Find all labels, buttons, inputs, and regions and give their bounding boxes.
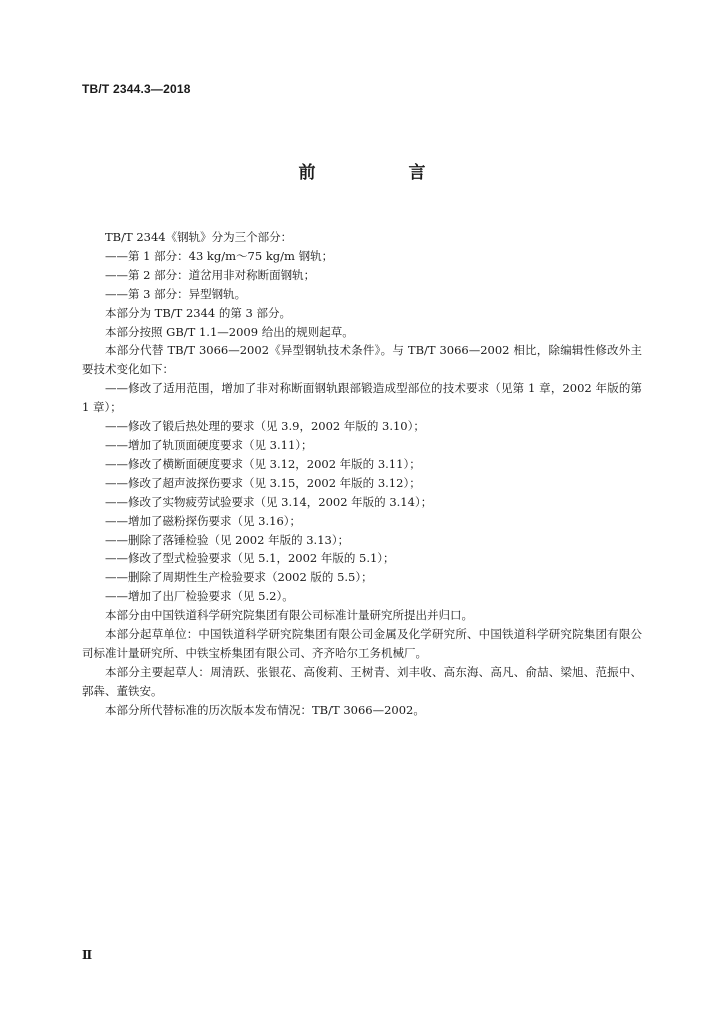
paragraph-history: 本部分所代替标准的历次版本发布情况：TB/T 3066—2002。 bbox=[105, 702, 425, 717]
list-item-part-1: ——第 1 部分：43 kg/m～75 kg/m 钢轨； bbox=[105, 248, 334, 263]
paragraph-this-part: 本部分为 TB/T 2344 的第 3 部分。 bbox=[105, 305, 292, 320]
paragraph-drafters: 本部分主要起草人：周清跃、张银花、高俊莉、王树青、刘丰收、高东海、高凡、俞喆、梁旭、范振中、郭犇、董铁安。 bbox=[82, 664, 642, 698]
change-item-section-hardness: ——修改了横断面硬度要求（见 3.12，2002 年版的 3.11）； bbox=[105, 456, 421, 471]
page-title: 前 言 bbox=[298, 163, 464, 183]
change-item-factory: ——增加了出厂检验要求（见 5.2）。 bbox=[105, 589, 294, 604]
change-item-ultrasonic: ——修改了超声波探伤要求（见 3.15，2002 年版的 3.12）； bbox=[105, 475, 421, 490]
change-item-top-hardness: ——增加了轨顶面硬度要求（见 3.11）； bbox=[105, 437, 313, 452]
paragraph-drafting-rules: 本部分按照 GB/T 1.1—2009 给出的规则起草。 bbox=[105, 324, 354, 339]
list-item-part-3: ——第 3 部分：异型钢轨。 bbox=[105, 286, 247, 301]
page-header: TB/T 2344.3—2018 bbox=[82, 82, 191, 96]
change-item-magnetic: ——增加了磁粉探伤要求（见 3.16）； bbox=[105, 513, 302, 528]
change-item-type-inspection: ——修改了型式检验要求（见 5.1，2002 年版的 5.1）； bbox=[105, 551, 395, 566]
paragraph-parts-intro: TB/T 2344《钢轨》分为三个部分： bbox=[105, 230, 293, 244]
paragraph-replaces: 本部分代替 TB/T 3066—2002《异型钢轨技术条件》。与 TB/T 3066—2002 相比，除编辑性修改外主要技术变化如下： bbox=[82, 343, 642, 377]
change-item-periodic: ——删除了周期性生产检验要求（2002 版的 5.5）； bbox=[105, 570, 373, 585]
list-item-part-2: ——第 2 部分：道岔用非对称断面钢轨； bbox=[105, 267, 316, 282]
paragraph-drafting-units: 本部分起草单位：中国铁道科学研究院集团有限公司金属及化学研究所、中国铁道科学研究院集团有限公司标准计量研究所、中铁宝桥集团有限公司、齐齐哈尔工务机械厂。 bbox=[82, 627, 642, 660]
change-item-fatigue: ——修改了实物疲劳试验要求（见 3.14，2002 年版的 3.14）； bbox=[105, 494, 433, 509]
page-number: Ⅱ bbox=[82, 948, 93, 962]
change-item-scope: ——修改了适用范围，增加了非对称断面钢轨跟部锻造成型部位的技术要求（见第 1 章，2002 年版的第 1 章）； bbox=[82, 381, 642, 415]
change-item-heat-treatment: ——修改了锻后热处理的要求（见 3.9，2002 年版的 3.10）； bbox=[105, 419, 425, 434]
foreword-body bbox=[82, 228, 642, 720]
change-item-drop-weight: ——删除了落锤检验（见 2002 年版的 3.13）； bbox=[105, 532, 350, 547]
paragraph-proposed-by: 本部分由中国铁道科学研究院集团有限公司标准计量研究所提出并归口。 bbox=[105, 608, 473, 623]
